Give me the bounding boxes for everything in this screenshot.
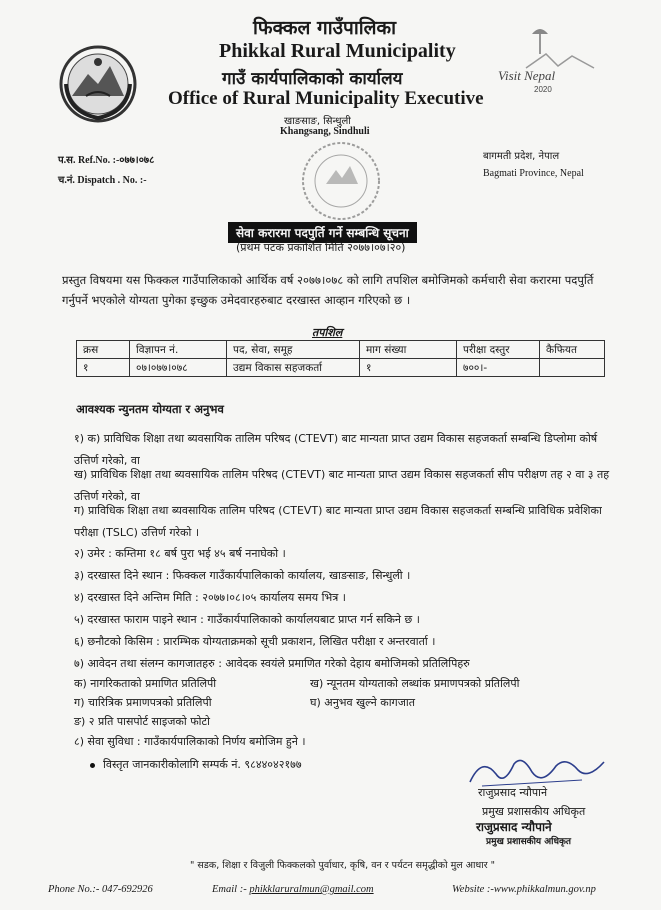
office-stamp-icon xyxy=(300,140,382,222)
table-cell: १ xyxy=(77,359,130,377)
document-item: ग) चारित्रिक प्रमाणपत्रको प्रतिलिपी xyxy=(74,696,212,709)
province-np: बागमती प्रदेश, नेपाल xyxy=(483,151,560,162)
requirement-line: २) उमेर : कम्तिमा १८ बर्ष पुरा भई ४५ बर्ष ननाघेको । xyxy=(74,547,286,560)
table-cell: उद्यम विकास सहजकर्ता xyxy=(227,359,360,377)
requirement-line: ३) दरखास्त दिने स्थान : फिक्कल गाउँकार्यपालिकाको कार्यालय, खाङसाङ, सिन्धुली । xyxy=(74,569,411,582)
bullet-icon xyxy=(90,763,95,768)
document-item: ङ) २ प्रति पासपोर्ट साइजको फोटो xyxy=(74,715,210,728)
document-item: घ) अनुभव खुल्ने कागजात xyxy=(310,696,416,709)
footer-email-link[interactable]: phikklaruralmun@gmail.com xyxy=(249,884,374,895)
municipality-name-en: Phikkal Rural Municipality xyxy=(219,40,456,62)
footer-email-label: Email :- xyxy=(212,884,247,895)
table-cell: १ xyxy=(360,359,457,377)
nepal-emblem-icon xyxy=(58,44,138,124)
table-header-cell: कैफियत xyxy=(540,341,605,359)
visit-nepal-logo xyxy=(496,24,602,96)
table-header-cell: माग संख्या xyxy=(360,341,457,359)
office-name-np: गाउँ कार्यपालिकाको कार्यालय xyxy=(222,69,403,89)
qualifications-heading: आवश्यक न्युनतम योग्यता र अनुभव xyxy=(76,402,224,416)
table-header-cell: क्रस xyxy=(77,341,130,359)
signatory-name: राजुप्रसाद न्यौपाने xyxy=(478,786,548,799)
address-np: खाङसाङ, सिन्धुली xyxy=(284,116,351,127)
vacancy-table xyxy=(76,340,605,377)
requirement-line: ५) दरखास्त फाराम पाइने स्थान : गाउँकार्यपालिकाको कार्यालयबाट प्राप्त गर्न सकिने छ । xyxy=(74,613,420,626)
table-caption: तपशिल xyxy=(312,326,343,339)
address-en: Khangsang, Sindhuli xyxy=(280,126,370,137)
requirement-line: ४) दरखास्त दिने अन्तिम मिति : २०७७।०८।०५ कार्यालय समय भित्र । xyxy=(74,591,346,604)
table-cell: ०७।०७७।०७८ xyxy=(130,359,227,377)
dispatch-number: च.नं. Dispatch . No. :- xyxy=(58,175,147,186)
notice-title: सेवा करारमा पदपुर्ति गर्ने सम्बन्धि सूचना xyxy=(228,222,417,243)
document-item: क) नागरिकताको प्रमाणित प्रतिलिपी xyxy=(74,677,217,690)
qualification-item: ग) प्राविधिक शिक्षा तथा ब्यवसायिक तालिम परिषद (CTEVT) बाट मान्यता प्राप्त उद्यम विकास सहजकर्ता सम्बन्धि प्राविधिक प्रवेशिका परीक्षा (TSLC) उत्तिर्ण गरेको । xyxy=(74,504,602,539)
footer-phone: Phone No.:- 047-692926 xyxy=(48,884,153,895)
document-item: ख) न्यूनतम योग्यताको लब्धांक प्रमाणपत्रको प्रतिलिपी xyxy=(310,677,520,690)
requirement-line: ६) छनौटको किसिम : प्रारम्भिक योग्यताक्रमको सूची प्रकाशन, लिखित परीक्षा र अन्तरवार्ता । xyxy=(74,635,436,648)
office-name-en: Office of Rural Municipality Executive xyxy=(168,88,484,109)
visit-nepal-logo-icon xyxy=(496,24,602,96)
table-header-row xyxy=(77,341,605,359)
table-header-cell: परीक्षा दस्तुर xyxy=(457,341,540,359)
signatory-title: प्रमुख प्रशासकीय अधिकृत xyxy=(482,805,586,818)
footer-slogan: " सडक, शिक्षा र विजुली फिक्कलको पुर्वाधार, कृषि, वन र पर्यटन समृद्धीको मुल आधार " xyxy=(190,860,496,871)
qualification-item: १) क) प्राविधिक शिक्षा तथा ब्यवसायिक तालिम परिषद (CTEVT) बाट मान्यता प्राप्त उद्यम विकास सहजकर्ता सम्बन्धि डिप्लोमा कोर्ष उत्तिर्ण गरेको, वा xyxy=(74,432,598,467)
table-row xyxy=(77,359,605,377)
visit-nepal-logo-year: 2020 xyxy=(534,85,552,94)
ref-number: प.स. Ref.No. :-०७७।०७८ xyxy=(58,155,155,166)
contact-text: विस्तृत जानकारीकोलागि सम्पर्क नं. ९८४४०४२१७७ xyxy=(103,758,302,771)
signatory-stamp-name: राजुप्रसाद न्यौपाने xyxy=(476,820,552,834)
requirement-line: ८) सेवा सुविधा : गाउँकार्यपालिकाको निर्णय बमोजिम हुने । xyxy=(74,735,306,748)
visit-nepal-logo-text: Visit Nepal xyxy=(498,68,556,83)
notice-subtitle: (प्रथम पटक प्रकाशित मिति २०७७।०७।२०) xyxy=(236,241,406,254)
footer-website[interactable]: Website :-www.phikkalmun.gov.np xyxy=(452,884,596,895)
table-header-cell: विज्ञापन नं. xyxy=(130,341,227,359)
contact-line xyxy=(90,757,302,772)
signatory-stamp-title: प्रमुख प्रशासकीय अधिकृत xyxy=(486,837,572,847)
notice-intro: प्रस्तुत विषयमा यस फिक्कल गाउँपालिकाको आर्थिक वर्ष २०७७।०७८ को लागि तपशिल बमोजिमको कर्मचारी सेवा करारमा पदपुर्ति गर्नुपर्ने भएकोले योग्यता पुगेका इच्छुक उमेदवारहरुबाट दरखास्त आव्हान गरिएको छ । xyxy=(62,273,594,307)
qualification-item: ख) प्राविधिक शिक्षा तथा ब्यवसायिक तालिम परिषद (CTEVT) बाट मान्यता प्राप्त उद्यम विकास सहजकर्ता सीप परीक्षण तह २ वा ३ तह उत्तिर्ण गरेको, वा xyxy=(74,468,610,503)
table-header-cell: पद, सेवा, समूह xyxy=(227,341,360,359)
requirement-line: ७) आवेदन तथा संलग्न कागजातहरु : आवेदक स्वयंले प्रमाणित गरेको देहाय बमोजिमको प्रतिलिपिहरु xyxy=(74,657,470,670)
table-cell: ७००।- xyxy=(457,359,540,377)
municipality-name-np: फिक्कल गाउँपालिका xyxy=(253,17,397,39)
province-en: Bagmati Province, Nepal xyxy=(483,168,584,179)
table-cell xyxy=(540,359,605,377)
footer-email-block xyxy=(212,884,374,895)
